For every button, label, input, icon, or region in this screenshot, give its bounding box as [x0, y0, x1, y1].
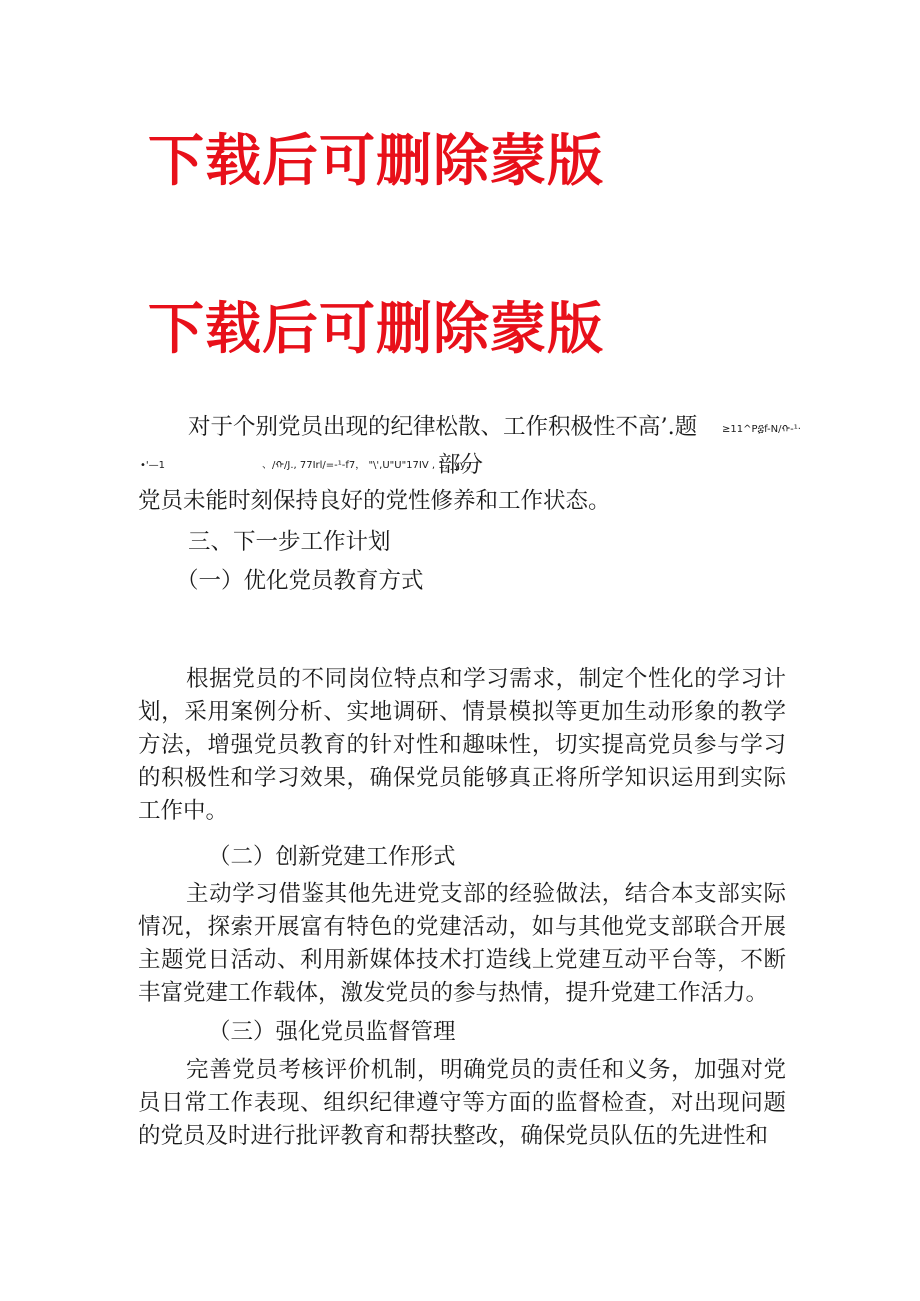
intro-line-1: 对于个别党员出现的纪律松散、工作积极性不高’.题 — [188, 414, 698, 440]
intro-garbled-fragment: •'—1 — [140, 460, 166, 471]
subsection-heading-3: （三）强化党员监督管理 — [208, 1019, 456, 1045]
intro-line-3: 党员未能时刻保持良好的党性修养和工作状态。 — [138, 488, 611, 514]
watermark-text: 下载后可删除蒙版 — [148, 129, 604, 194]
paragraph-1: 根据党员的不同岗位特点和学习需求，制定个性化的学习计划，采用案例分析、实地调研、情景模拟等更加生动形象的教学方法，增强党员教育的针对性和趣味性，切实提高党员参与学习的积极性和学习效果，确保党员能够真正将所学知识运用到实际工作中。 — [138, 666, 786, 824]
subsection-heading-2: （二）创新党建工作形式 — [208, 844, 456, 870]
paragraph-2: 主动学习借鉴其他先进党支部的经验做法，结合本支部实际情况，探索开展富有特色的党建活动，如与其他党支部联合开展主题党日活动、利用新媒体技术打造线上党建互动平台等，不断丰富党建工作载体，激发党员的参与热情，提升党建工作活力。 — [138, 881, 786, 1006]
subsection-heading-1: （一）优化党员教育方式 — [176, 568, 424, 594]
paragraph-3: 完善党员考核评价机制，明确党员的责任和义务，加强对党员日常工作表现、组织纪律遵守等方面的监督检查，对出现问题的党员及时进行批评教育和帮扶整改，确保党员队伍的先进性和 — [138, 1057, 786, 1149]
intro-garbled-fragment: 、/ᠬ/J., 77Irl/=-¹-f7， "\',U"U"17IV , 1, Jyy, — [262, 460, 469, 471]
intro-line-2: 部分 — [438, 452, 484, 478]
intro-garbled-fragment: ≥11^P፰f-N/ᠬ-¹· — [722, 424, 801, 435]
watermark-text: 下载后可删除蒙版 — [148, 297, 604, 362]
section-heading: 三、下一步工作计划 — [188, 529, 391, 555]
